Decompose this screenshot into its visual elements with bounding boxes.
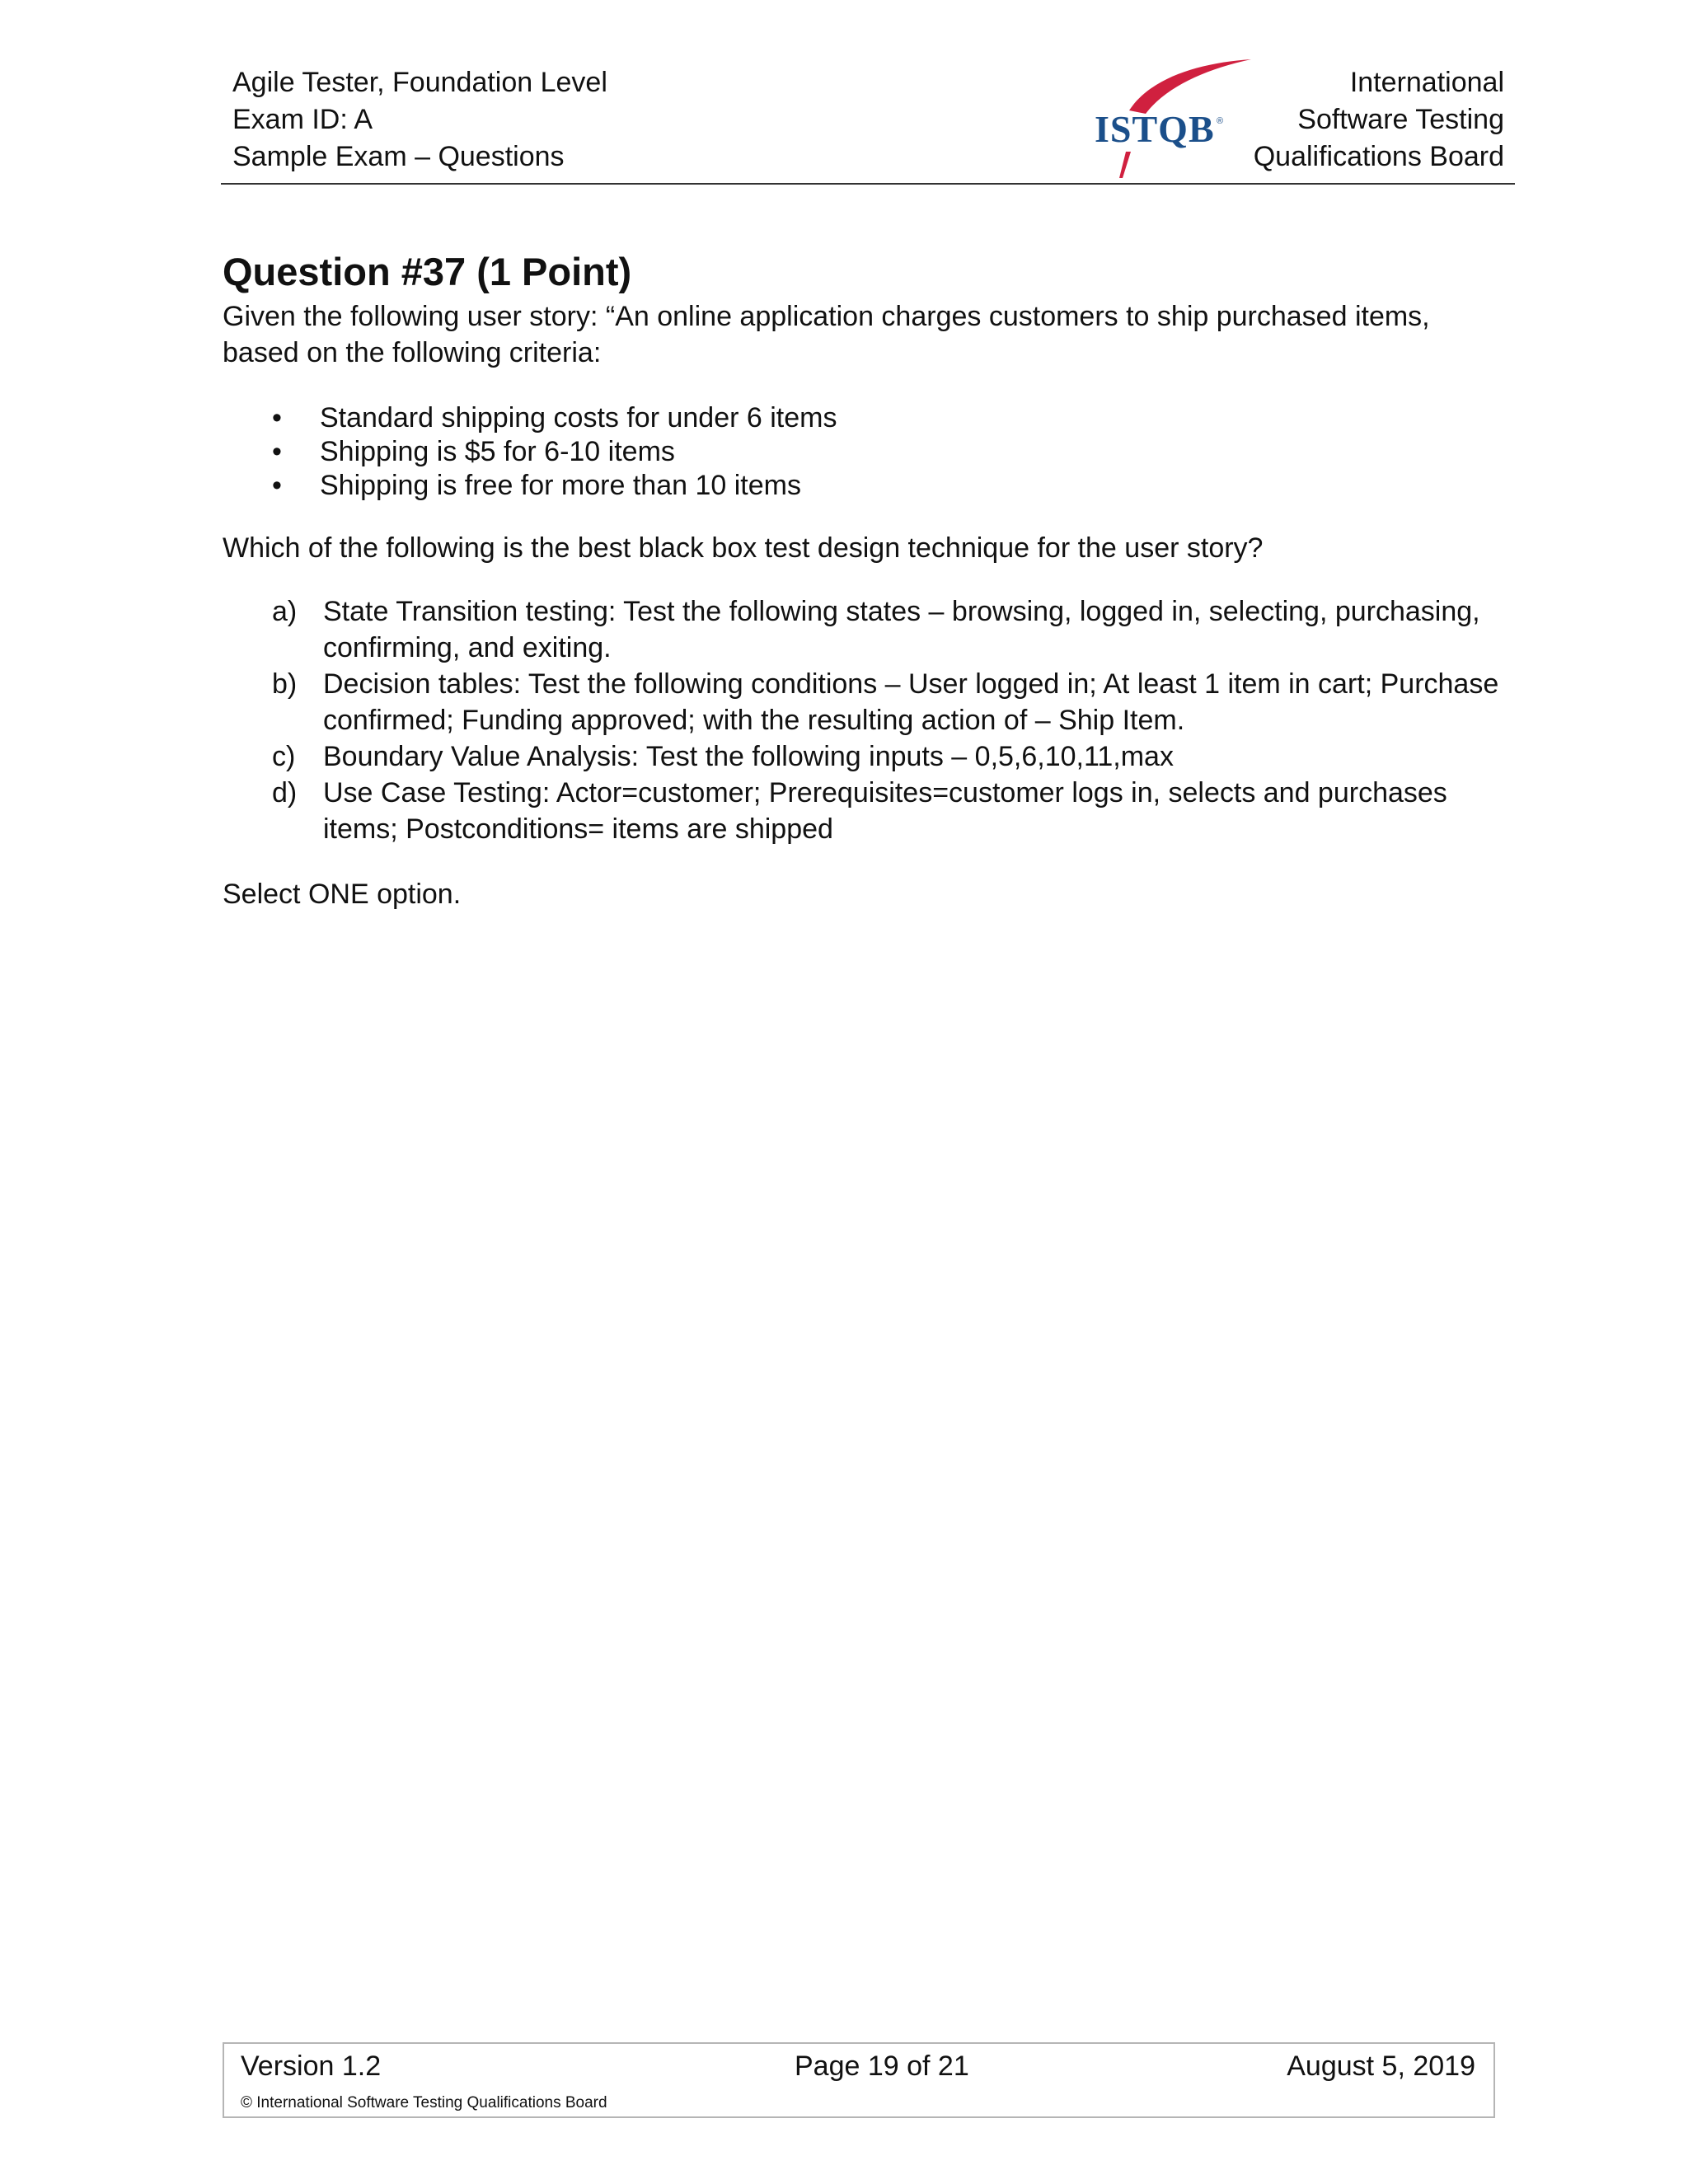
header-org-line-3: Qualifications Board	[1253, 141, 1504, 172]
footer-page-number: Page 19 of 21	[795, 2050, 969, 2082]
footer-copyright: © International Software Testing Qualifications Board	[241, 2094, 607, 2111]
option-text: Boundary Value Analysis: Test the following inputs – 0,5,6,10,11,max	[323, 741, 1174, 772]
answer-options	[223, 593, 1508, 847]
option-letter: a)	[272, 596, 298, 627]
option-letter: b)	[272, 668, 298, 700]
question-title: Question #37 (1 Point)	[223, 250, 632, 293]
option-d	[223, 775, 1508, 847]
option-c	[223, 738, 1508, 775]
header-doc-type: Sample Exam – Questions	[232, 141, 565, 172]
istqb-logo	[1086, 56, 1259, 180]
instruction-text: Select ONE option.	[223, 879, 462, 910]
question-intro: Given the following user story: “An online application charges customers to ship purchased items, based on the following criteria:	[223, 301, 1430, 368]
criteria-text: Standard shipping costs for under 6 items	[320, 402, 837, 434]
bullet-icon: •	[272, 436, 282, 467]
bullet-icon: •	[272, 470, 282, 501]
criteria-list	[223, 401, 837, 503]
header-left	[232, 64, 607, 176]
footer-version: Version 1.2	[241, 2050, 382, 2082]
footer-date: August 5, 2019	[1287, 2050, 1475, 2082]
question-prompt: Which of the following is the best black box test design technique for the user story?	[223, 532, 1264, 564]
option-letter: d)	[272, 777, 298, 808]
criteria-text: Shipping is $5 for 6-10 items	[320, 436, 675, 467]
logo-swoosh	[1129, 59, 1251, 114]
option-b	[223, 666, 1508, 738]
header-course: Agile Tester, Foundation Level	[232, 67, 607, 98]
criteria-item	[223, 435, 837, 469]
header-divider	[221, 183, 1515, 185]
option-text: Decision tables: Test the following conditions – User logged in; At least 1 item in cart; Purchase confirmed; Funding approved; with the resulting action of – Ship Item.	[323, 668, 1499, 736]
logo-registered-mark: ®	[1217, 116, 1224, 126]
logo-swoosh-tail	[1119, 152, 1131, 178]
criteria-item	[223, 469, 837, 503]
criteria-item	[223, 401, 837, 435]
header-exam-id: Exam ID: A	[232, 104, 373, 135]
page-footer	[223, 2042, 1495, 2118]
option-letter: c)	[272, 741, 296, 772]
logo-text: ISTQB	[1095, 108, 1215, 150]
option-text: State Transition testing: Test the following states – browsing, logged in, selecting, purchasing, confirming, and exiting.	[323, 596, 1480, 663]
bullet-icon: •	[272, 402, 282, 434]
header-org-line-2: Software Testing	[1297, 104, 1504, 135]
header-org-line-1: International	[1349, 67, 1504, 98]
option-a	[223, 593, 1508, 666]
criteria-text: Shipping is free for more than 10 items	[320, 470, 801, 501]
header-right	[1254, 64, 1504, 176]
option-text: Use Case Testing: Actor=customer; Prerequisites=customer logs in, selects and purchases items; Postconditions= items are shipped	[323, 777, 1447, 845]
